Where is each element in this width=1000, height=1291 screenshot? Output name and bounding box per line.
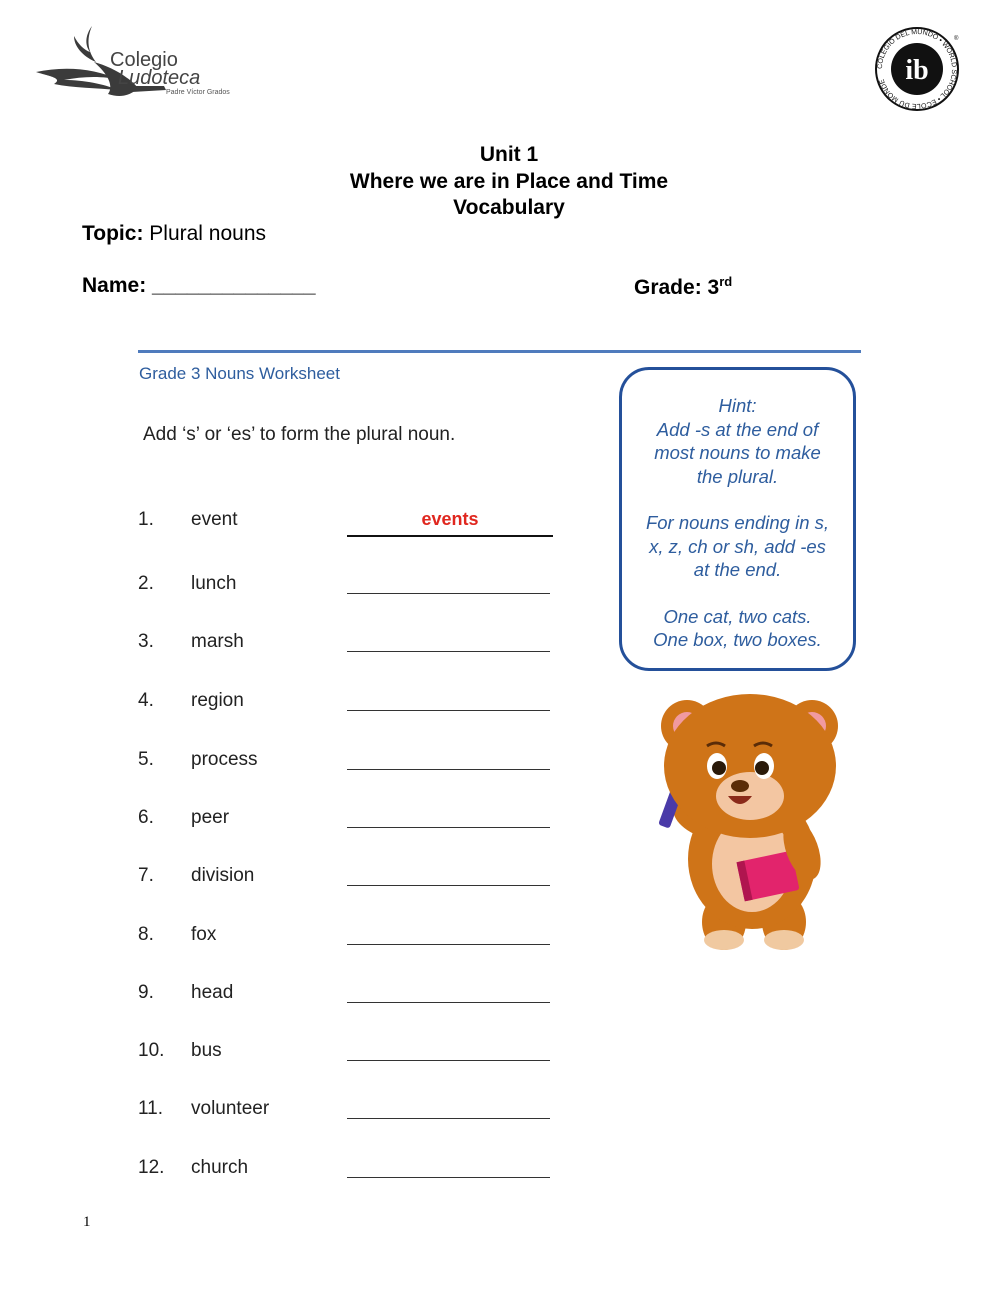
ib-logo [874, 26, 960, 112]
list-item [138, 1098, 558, 1128]
singular-noun: fox [191, 924, 217, 945]
grade-line [634, 274, 732, 300]
hint-rule-es: For nouns ending in s, x, z, ch or sh, add -es at the end. [645, 512, 830, 580]
list-item [138, 573, 558, 603]
item-number: 12. [138, 1157, 165, 1178]
item-number: 3. [138, 631, 154, 652]
worksheet-instruction: Add ‘s’ or ‘es’ to form the plural noun. [143, 424, 456, 445]
singular-noun: process [191, 749, 258, 770]
plural-answer-field[interactable] [347, 885, 550, 886]
singular-noun: peer [191, 807, 230, 828]
svg-text:®: ® [954, 36, 959, 42]
item-number: 8. [138, 924, 154, 945]
list-item [138, 1040, 558, 1070]
name-field[interactable]: Name: ______________ [82, 274, 316, 297]
plural-answer-field[interactable] [347, 710, 550, 711]
singular-noun: lunch [191, 573, 237, 594]
singular-noun: division [191, 865, 255, 886]
list-item [138, 807, 558, 837]
school-logo [34, 22, 249, 102]
item-number: 5. [138, 749, 154, 770]
plural-answer-field[interactable]: events [347, 509, 553, 537]
plural-answer-field[interactable] [347, 651, 550, 652]
topic-value: Plural nouns [143, 222, 267, 245]
grade-suffix: rd [719, 274, 733, 289]
ib-mark: ib [905, 55, 929, 86]
hint-example-1: One cat, two cats. [663, 605, 812, 627]
hint-example-2: One box, two boxes. [653, 629, 822, 650]
list-item [138, 749, 558, 779]
singular-noun: marsh [191, 631, 244, 652]
item-number: 9. [138, 982, 154, 1003]
topic-label: Topic: [82, 222, 144, 245]
singular-noun: church [191, 1157, 249, 1178]
item-number: 1. [138, 509, 154, 530]
item-number: 10. [138, 1040, 165, 1061]
list-item [138, 509, 558, 539]
plural-answer-field[interactable] [347, 827, 550, 828]
ib-ring-text: COLEGIO DEL MUNDO • WORLD SCHOOL • ÉCOLE DU MONDE [876, 28, 958, 110]
list-item [138, 1157, 558, 1187]
worksheet-divider [138, 350, 861, 353]
page-number: 1 [83, 1214, 91, 1230]
bear-illustration [612, 684, 886, 956]
singular-noun: volunteer [191, 1098, 270, 1119]
plural-answer-field[interactable] [347, 1118, 550, 1119]
school-tagline: Padre Víctor Grados [166, 89, 230, 96]
unit-title: Unit 1 [479, 143, 539, 166]
school-name-line2: Ludoteca [118, 67, 201, 89]
list-item [138, 982, 558, 1012]
plural-answer-field[interactable] [347, 1060, 550, 1061]
list-item [138, 690, 558, 720]
plural-answer-field[interactable] [347, 1177, 550, 1178]
singular-noun: bus [191, 1040, 222, 1061]
list-item [138, 924, 558, 954]
singular-noun: event [191, 509, 238, 530]
unit-theme: Where we are in Place and Time [349, 170, 669, 193]
item-number: 11. [138, 1098, 164, 1119]
hint-box [619, 367, 856, 671]
item-number: 4. [138, 690, 154, 711]
plural-answer-field[interactable] [347, 944, 550, 945]
singular-noun: head [191, 982, 234, 1003]
item-number: 7. [138, 865, 154, 886]
unit-section: Vocabulary [453, 196, 565, 219]
plural-answer-field[interactable] [347, 769, 550, 770]
grade-label: Grade: 3 [634, 276, 720, 299]
plural-answer-field[interactable] [347, 1002, 550, 1003]
plural-answer-field[interactable] [347, 593, 550, 594]
list-item [138, 865, 558, 895]
school-name-line1: Colegio [110, 49, 178, 71]
singular-noun: region [191, 690, 244, 711]
worksheet-title: Grade 3 Nouns Worksheet [139, 364, 340, 383]
hint-title: Hint: [718, 395, 757, 416]
topic-line [82, 222, 266, 246]
item-number: 6. [138, 807, 154, 828]
item-number: 2. [138, 573, 154, 594]
hint-rule-s: Add -s at the end of most nouns to make the plural. [654, 418, 821, 487]
list-item [138, 631, 558, 661]
